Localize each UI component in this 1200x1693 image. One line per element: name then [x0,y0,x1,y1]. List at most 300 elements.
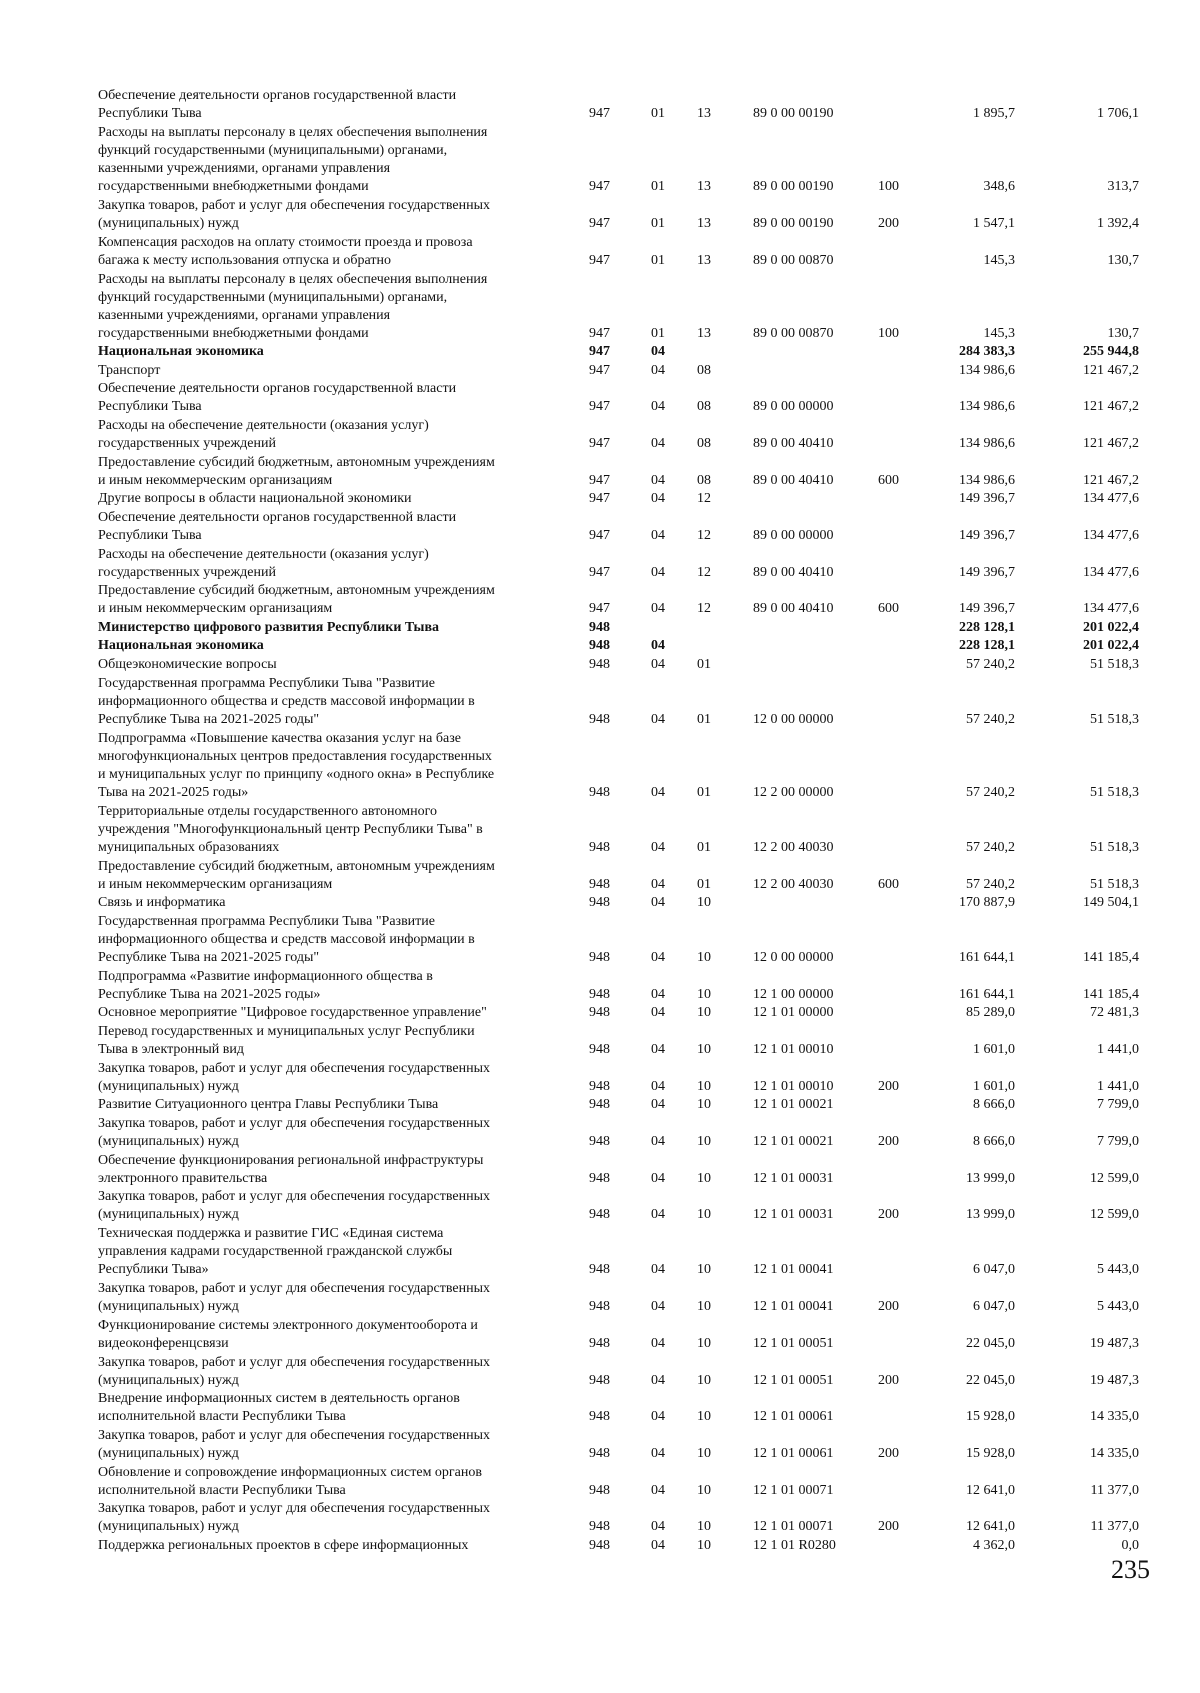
department-code: 948 [589,1445,610,1461]
row-name-line: Расходы на выплаты персоналу в целях обеспечения выполнения [98,125,488,141]
row-name-line: и муниципальных услуг по принципу «одного окна» в Республике [98,767,495,783]
row-name-line: Тыва на 2021-2025 годы» [98,785,249,801]
row-name-line: Подпрограмма «Повышение качества оказания услуг на базе [98,731,461,747]
row-name-line: (муниципальных) нужд [98,1445,239,1461]
subsection-code: 10 [697,1170,711,1186]
subsection-code: 13 [697,179,711,195]
expense-type-code: 200 [878,1078,899,1094]
expense-type-code: 600 [878,472,899,488]
section-code: 04 [651,1170,665,1186]
section-code: 04 [651,527,665,543]
department-code: 948 [589,1335,610,1351]
department-code: 948 [589,876,610,892]
amount-1: 15 928,0 [966,1409,1015,1425]
row-name [98,582,568,618]
row-name-line: и иным некоммерческим организациям [98,472,333,488]
section-code: 04 [651,1097,665,1113]
row-name-line: Поддержка региональных проектов в сфере информационных [98,1537,469,1553]
section-code: 01 [651,252,665,268]
amount-1: 6 047,0 [973,1262,1015,1278]
amount-2: 51 518,3 [1090,711,1139,727]
amount-1: 228 128,1 [959,619,1015,635]
table-row [0,268,1200,343]
row-name-line: государственными внебюджетными фондами [98,179,369,195]
department-code: 948 [589,785,610,801]
row-name-line: Функционирование системы электронного документооборота и [98,1317,478,1333]
amount-1: 1 895,7 [973,105,1015,121]
subsection-code: 10 [697,1519,711,1535]
table-row [0,1351,1200,1390]
department-code: 948 [589,1519,610,1535]
section-code: 04 [651,564,665,580]
row-name-line: Другие вопросы в области национальной экономики [98,491,412,507]
target-article-code: 12 1 01 00021 [753,1133,834,1149]
row-name-line: Республики Тыва [98,399,202,415]
expense-type-code: 200 [878,1133,899,1149]
table-row [0,910,1200,967]
row-name-line: (муниципальных) нужд [98,1133,239,1149]
department-code: 947 [589,362,610,378]
amount-1: 149 396,7 [959,601,1015,617]
department-code: 948 [589,1537,610,1553]
section-code: 04 [651,362,665,378]
target-article-code: 12 1 01 00010 [753,1078,834,1094]
table-row [0,231,1200,270]
row-name-line: исполнительной власти Республики Тыва [98,1482,346,1498]
amount-1: 57 240,2 [966,785,1015,801]
subsection-code: 08 [697,362,711,378]
department-code: 948 [589,1262,610,1278]
row-name-line: и иным некоммерческим организациям [98,876,333,892]
amount-2: 5 443,0 [1097,1299,1139,1315]
department-code: 948 [589,638,610,654]
section-code: 04 [651,399,665,415]
row-name-line: (муниципальных) нужд [98,1299,239,1315]
table-row [0,1149,1200,1188]
amount-1: 149 396,7 [959,564,1015,580]
section-code: 04 [651,638,665,654]
amount-2: 7 799,0 [1097,1133,1139,1149]
amount-1: 134 986,6 [959,362,1015,378]
amount-2: 121 467,2 [1083,436,1139,452]
target-article-code: 12 1 01 00010 [753,1042,834,1058]
department-code: 948 [589,1207,610,1223]
section-code: 04 [651,344,665,360]
department-code: 948 [589,656,610,672]
row-name-line: Территориальные отделы государственного автономного [98,804,438,820]
target-article-code: 12 1 01 00041 [753,1299,834,1315]
amount-2: 141 185,4 [1083,986,1139,1002]
row-name-line: Закупка товаров, работ и услуг для обеспечения государственных [98,1501,491,1517]
amount-2: 7 799,0 [1097,1097,1139,1113]
department-code: 948 [589,1409,610,1425]
row-name-line: Республики Тыва [98,105,202,121]
amount-2: 1 441,0 [1097,1078,1139,1094]
target-article-code: 89 0 00 40410 [753,436,834,452]
row-name [98,1225,568,1279]
amount-2: 134 477,6 [1083,491,1139,507]
amount-2: 0,0 [1121,1537,1139,1553]
section-code: 04 [651,1537,665,1553]
department-code: 947 [589,436,610,452]
expense-type-code: 600 [878,876,899,892]
table-row [0,451,1200,490]
row-name-line: Внедрение информационных систем в деятельность органов [98,1391,460,1407]
subsection-code: 01 [697,711,711,727]
row-name [98,234,568,270]
row-name-line: Перевод государственных и муниципальных услуг Республики [98,1024,475,1040]
table-row [0,1002,1200,1022]
row-name-line: Национальная экономика [98,344,264,360]
amount-1: 348,6 [983,179,1015,195]
amount-2: 130,7 [1107,326,1139,342]
department-code: 948 [589,1005,610,1021]
department-code: 947 [589,564,610,580]
table-row [0,580,1200,619]
target-article-code: 12 1 01 00021 [753,1097,834,1113]
row-name-line: учреждения "Многофункциональный центр Республики Тыва" в [98,822,483,838]
amount-2: 51 518,3 [1090,876,1139,892]
subsection-code: 08 [697,436,711,452]
amount-2: 5 443,0 [1097,1262,1139,1278]
row-name-line: Республики Тыва [98,527,202,543]
row-name-line: Транспорт [98,362,161,378]
table-row [0,1314,1200,1353]
section-code: 04 [651,1335,665,1351]
amount-2: 51 518,3 [1090,656,1139,672]
subsection-code: 01 [697,656,711,672]
row-name-line: электронного правительства [98,1170,268,1186]
target-article-code: 89 0 00 40410 [753,601,834,617]
row-name [98,1464,568,1500]
amount-1: 134 986,6 [959,436,1015,452]
section-code: 04 [651,1409,665,1425]
row-name-line: Обеспечение деятельности органов государственной власти [98,87,457,103]
target-article-code: 89 0 00 00190 [753,179,834,195]
row-name [98,417,568,453]
row-name-line: исполнительной власти Республики Тыва [98,1409,346,1425]
department-code: 947 [589,527,610,543]
row-name [98,1317,568,1353]
expense-type-code: 200 [878,1207,899,1223]
amount-1: 161 644,1 [959,950,1015,966]
row-name [98,197,568,233]
subsection-code: 10 [697,1207,711,1223]
row-name-line: государственными внебюджетными фондами [98,326,369,342]
table-row [0,800,1200,857]
row-name-line: муниципальных образованиях [98,840,280,856]
department-code: 947 [589,601,610,617]
department-code: 948 [589,1372,610,1388]
section-code: 01 [651,179,665,195]
target-article-code: 12 1 01 00031 [753,1170,834,1186]
row-name [98,968,568,1004]
row-name-line: Государственная программа Республики Тыва "Развитие [98,914,435,930]
row-name-line: государственных учреждений [98,564,276,580]
amount-1: 161 644,1 [959,986,1015,1002]
subsection-code: 10 [697,1042,711,1058]
row-name [98,1537,568,1555]
row-name-line: (муниципальных) нужд [98,1372,239,1388]
amount-2: 313,7 [1107,179,1139,195]
amount-1: 8 666,0 [973,1097,1015,1113]
table-row [0,1186,1200,1225]
amount-2: 121 467,2 [1083,472,1139,488]
row-name-line: Закупка товаров, работ и услуг для обеспечения государственных [98,1281,491,1297]
amount-1: 149 396,7 [959,491,1015,507]
table-row [0,121,1200,196]
row-name [98,271,568,343]
table-row [0,1388,1200,1427]
subsection-code: 10 [697,1335,711,1351]
amount-2: 11 377,0 [1090,1519,1139,1535]
row-name-line: Общеэкономические вопросы [98,656,277,672]
table-row [0,672,1200,729]
section-code: 04 [651,1299,665,1315]
row-name-line: Национальная экономика [98,638,264,654]
row-name-line: (муниципальных) нужд [98,215,239,231]
row-name-line: Обеспечение функционирования региональной инфраструктуры [98,1152,484,1168]
subsection-code: 12 [697,601,711,617]
page-number: 235 [1111,1555,1150,1584]
section-code: 04 [651,1005,665,1021]
section-code: 04 [651,1519,665,1535]
target-article-code: 12 1 01 00071 [753,1482,834,1498]
department-code: 947 [589,399,610,415]
subsection-code: 10 [697,1133,711,1149]
amount-1: 85 289,0 [966,1005,1015,1021]
target-article-code: 89 0 00 40410 [753,564,834,580]
amount-2: 14 335,0 [1090,1409,1139,1425]
amount-1: 145,3 [983,326,1015,342]
expense-type-code: 100 [878,326,899,342]
row-name [98,803,568,857]
amount-1: 22 045,0 [966,1335,1015,1351]
department-code: 947 [589,344,610,360]
row-name-line: Обеспечение деятельности органов государственной власти [98,509,457,525]
row-name-line: Техническая поддержка и развитие ГИС «Единая система [98,1226,444,1242]
target-article-code: 12 2 00 40030 [753,876,834,892]
row-name-line: Закупка товаров, работ и услуг для обеспечения государственных [98,1189,491,1205]
amount-1: 134 986,6 [959,399,1015,415]
row-name-line: Обновление и сопровождение информационных систем органов [98,1464,482,1480]
subsection-code: 10 [697,1078,711,1094]
department-code: 947 [589,472,610,488]
subsection-code: 10 [697,1445,711,1461]
department-code: 948 [589,1078,610,1094]
table-row [0,341,1200,361]
row-name [98,1152,568,1188]
target-article-code: 12 1 01 00031 [753,1207,834,1223]
row-name-line: Министерство цифрового развития Республики Тыва [98,619,440,635]
amount-1: 134 986,6 [959,472,1015,488]
subsection-code: 01 [697,876,711,892]
row-name-line: и иным некоммерческим организациям [98,601,333,617]
target-article-code: 12 1 00 00000 [753,986,834,1002]
section-code: 04 [651,1482,665,1498]
row-name [98,1390,568,1426]
section-code: 04 [651,656,665,672]
table-row [0,488,1200,508]
section-code: 04 [651,1445,665,1461]
subsection-code: 10 [697,950,711,966]
amount-1: 12 641,0 [966,1482,1015,1498]
target-article-code: 89 0 00 00000 [753,399,834,415]
department-code: 948 [589,986,610,1002]
department-code: 948 [589,895,610,911]
section-code: 04 [651,876,665,892]
row-name-line: Закупка товаров, работ и услуг для обеспечения государственных [98,1060,491,1076]
row-name-line: Закупка товаров, работ и услуг для обеспечения государственных [98,1115,491,1131]
target-article-code: 12 2 00 40030 [753,840,834,856]
amount-2: 149 504,1 [1083,895,1139,911]
row-name [98,87,568,123]
subsection-code: 10 [697,1482,711,1498]
section-code: 04 [651,785,665,801]
subsection-code: 08 [697,472,711,488]
table-row [0,359,1200,379]
target-article-code: 12 1 01 00000 [753,1005,834,1021]
table-row [0,965,1200,1004]
amount-2: 134 477,6 [1083,527,1139,543]
row-name [98,1427,568,1463]
subsection-code: 01 [697,840,711,856]
department-code: 947 [589,179,610,195]
row-name-line: Республике Тыва на 2021-2025 годы» [98,986,321,1002]
subsection-code: 10 [697,1299,711,1315]
subsection-code: 13 [697,252,711,268]
row-name-line: казенными учреждениями, органами управления [98,308,391,324]
subsection-code: 12 [697,491,711,507]
section-code: 04 [651,986,665,1002]
amount-1: 15 928,0 [966,1445,1015,1461]
subsection-code: 13 [697,105,711,121]
section-code: 04 [651,950,665,966]
table-row [0,855,1200,894]
amount-1: 1 547,1 [973,215,1015,231]
amount-1: 12 641,0 [966,1519,1015,1535]
target-article-code: 12 1 01 00071 [753,1519,834,1535]
row-name [98,913,568,967]
row-name-line: Расходы на выплаты персоналу в целях обеспечения выполнения [98,272,488,288]
subsection-code: 10 [697,1372,711,1388]
table-row [0,1534,1200,1554]
row-name-line: видеоконференцсвязи [98,1335,229,1351]
row-name-line: функций государственными (муниципальными) органами, [98,143,448,159]
target-article-code: 12 2 00 00000 [753,785,834,801]
table-row [0,1424,1200,1463]
section-code: 04 [651,472,665,488]
section-code: 04 [651,601,665,617]
row-name-line: информационного общества и средств массовой информации в [98,932,475,948]
subsection-code: 10 [697,986,711,1002]
row-name-line: Государственная программа Республики Тыва "Развитие [98,675,435,691]
table-row [0,727,1200,802]
target-article-code: 12 1 01 R0280 [753,1537,836,1553]
table-row [0,84,1200,123]
subsection-code: 10 [697,1409,711,1425]
section-code: 04 [651,840,665,856]
target-article-code: 89 0 00 00870 [753,326,834,342]
section-code: 01 [651,215,665,231]
department-code: 948 [589,1482,610,1498]
subsection-code: 01 [697,785,711,801]
subsection-code: 10 [697,1262,711,1278]
target-article-code: 12 0 00 00000 [753,711,834,727]
department-code: 948 [589,1097,610,1113]
row-name [98,858,568,894]
amount-1: 13 999,0 [966,1170,1015,1186]
expense-type-code: 200 [878,1519,899,1535]
department-code: 948 [589,1042,610,1058]
row-name-line: Предоставление субсидий бюджетным, автономным учреждениям [98,858,495,874]
row-name-line: Расходы на обеспечение деятельности (оказания услуг) [98,546,429,562]
row-name-line: (муниципальных) нужд [98,1519,239,1535]
table-row [0,378,1200,417]
amount-1: 57 240,2 [966,840,1015,856]
department-code: 947 [589,215,610,231]
amount-2: 12 599,0 [1090,1207,1139,1223]
amount-1: 145,3 [983,252,1015,268]
expense-type-code: 100 [878,179,899,195]
amount-2: 201 022,4 [1083,638,1139,654]
section-code: 04 [651,1262,665,1278]
department-code: 947 [589,491,610,507]
table-row [0,1094,1200,1114]
department-code: 947 [589,252,610,268]
row-name [98,1023,568,1059]
row-name-line: багажа к месту использования отпуска и обратно [98,252,391,268]
department-code: 948 [589,1170,610,1186]
target-article-code: 89 0 00 00190 [753,215,834,231]
amount-2: 14 335,0 [1090,1445,1139,1461]
table-row [0,653,1200,673]
row-name [98,1500,568,1536]
amount-2: 19 487,3 [1090,1335,1139,1351]
row-name [98,1354,568,1390]
amount-1: 22 045,0 [966,1372,1015,1388]
row-name-line: Закупка товаров, работ и услуг для обеспечения государственных [98,1427,491,1443]
subsection-code: 10 [697,1097,711,1113]
row-name [98,1188,568,1224]
amount-1: 1 601,0 [973,1042,1015,1058]
expense-type-code: 200 [878,1372,899,1388]
target-article-code: 12 0 00 00000 [753,950,834,966]
subsection-code: 10 [697,1537,711,1553]
section-code: 04 [651,1042,665,1058]
department-code: 948 [589,619,610,635]
department-code: 948 [589,950,610,966]
target-article-code: 12 1 01 00051 [753,1372,834,1388]
row-name-line: (муниципальных) нужд [98,1207,239,1223]
table-row [0,1277,1200,1316]
row-name-line: Развитие Ситуационного центра Главы Республики Тыва [98,1097,439,1113]
table-row [0,1461,1200,1500]
department-code: 948 [589,711,610,727]
amount-1: 228 128,1 [959,638,1015,654]
row-name-line: управления кадрами государственной гражданской службы [98,1244,453,1260]
amount-2: 134 477,6 [1083,564,1139,580]
table-row [0,506,1200,545]
table-row [0,1057,1200,1096]
row-name-line: Республике Тыва на 2021-2025 годы" [98,711,320,727]
subsection-code: 12 [697,527,711,543]
amount-2: 19 487,3 [1090,1372,1139,1388]
row-name [98,1060,568,1096]
table-row [0,543,1200,582]
department-code: 948 [589,1133,610,1149]
row-name [98,675,568,729]
